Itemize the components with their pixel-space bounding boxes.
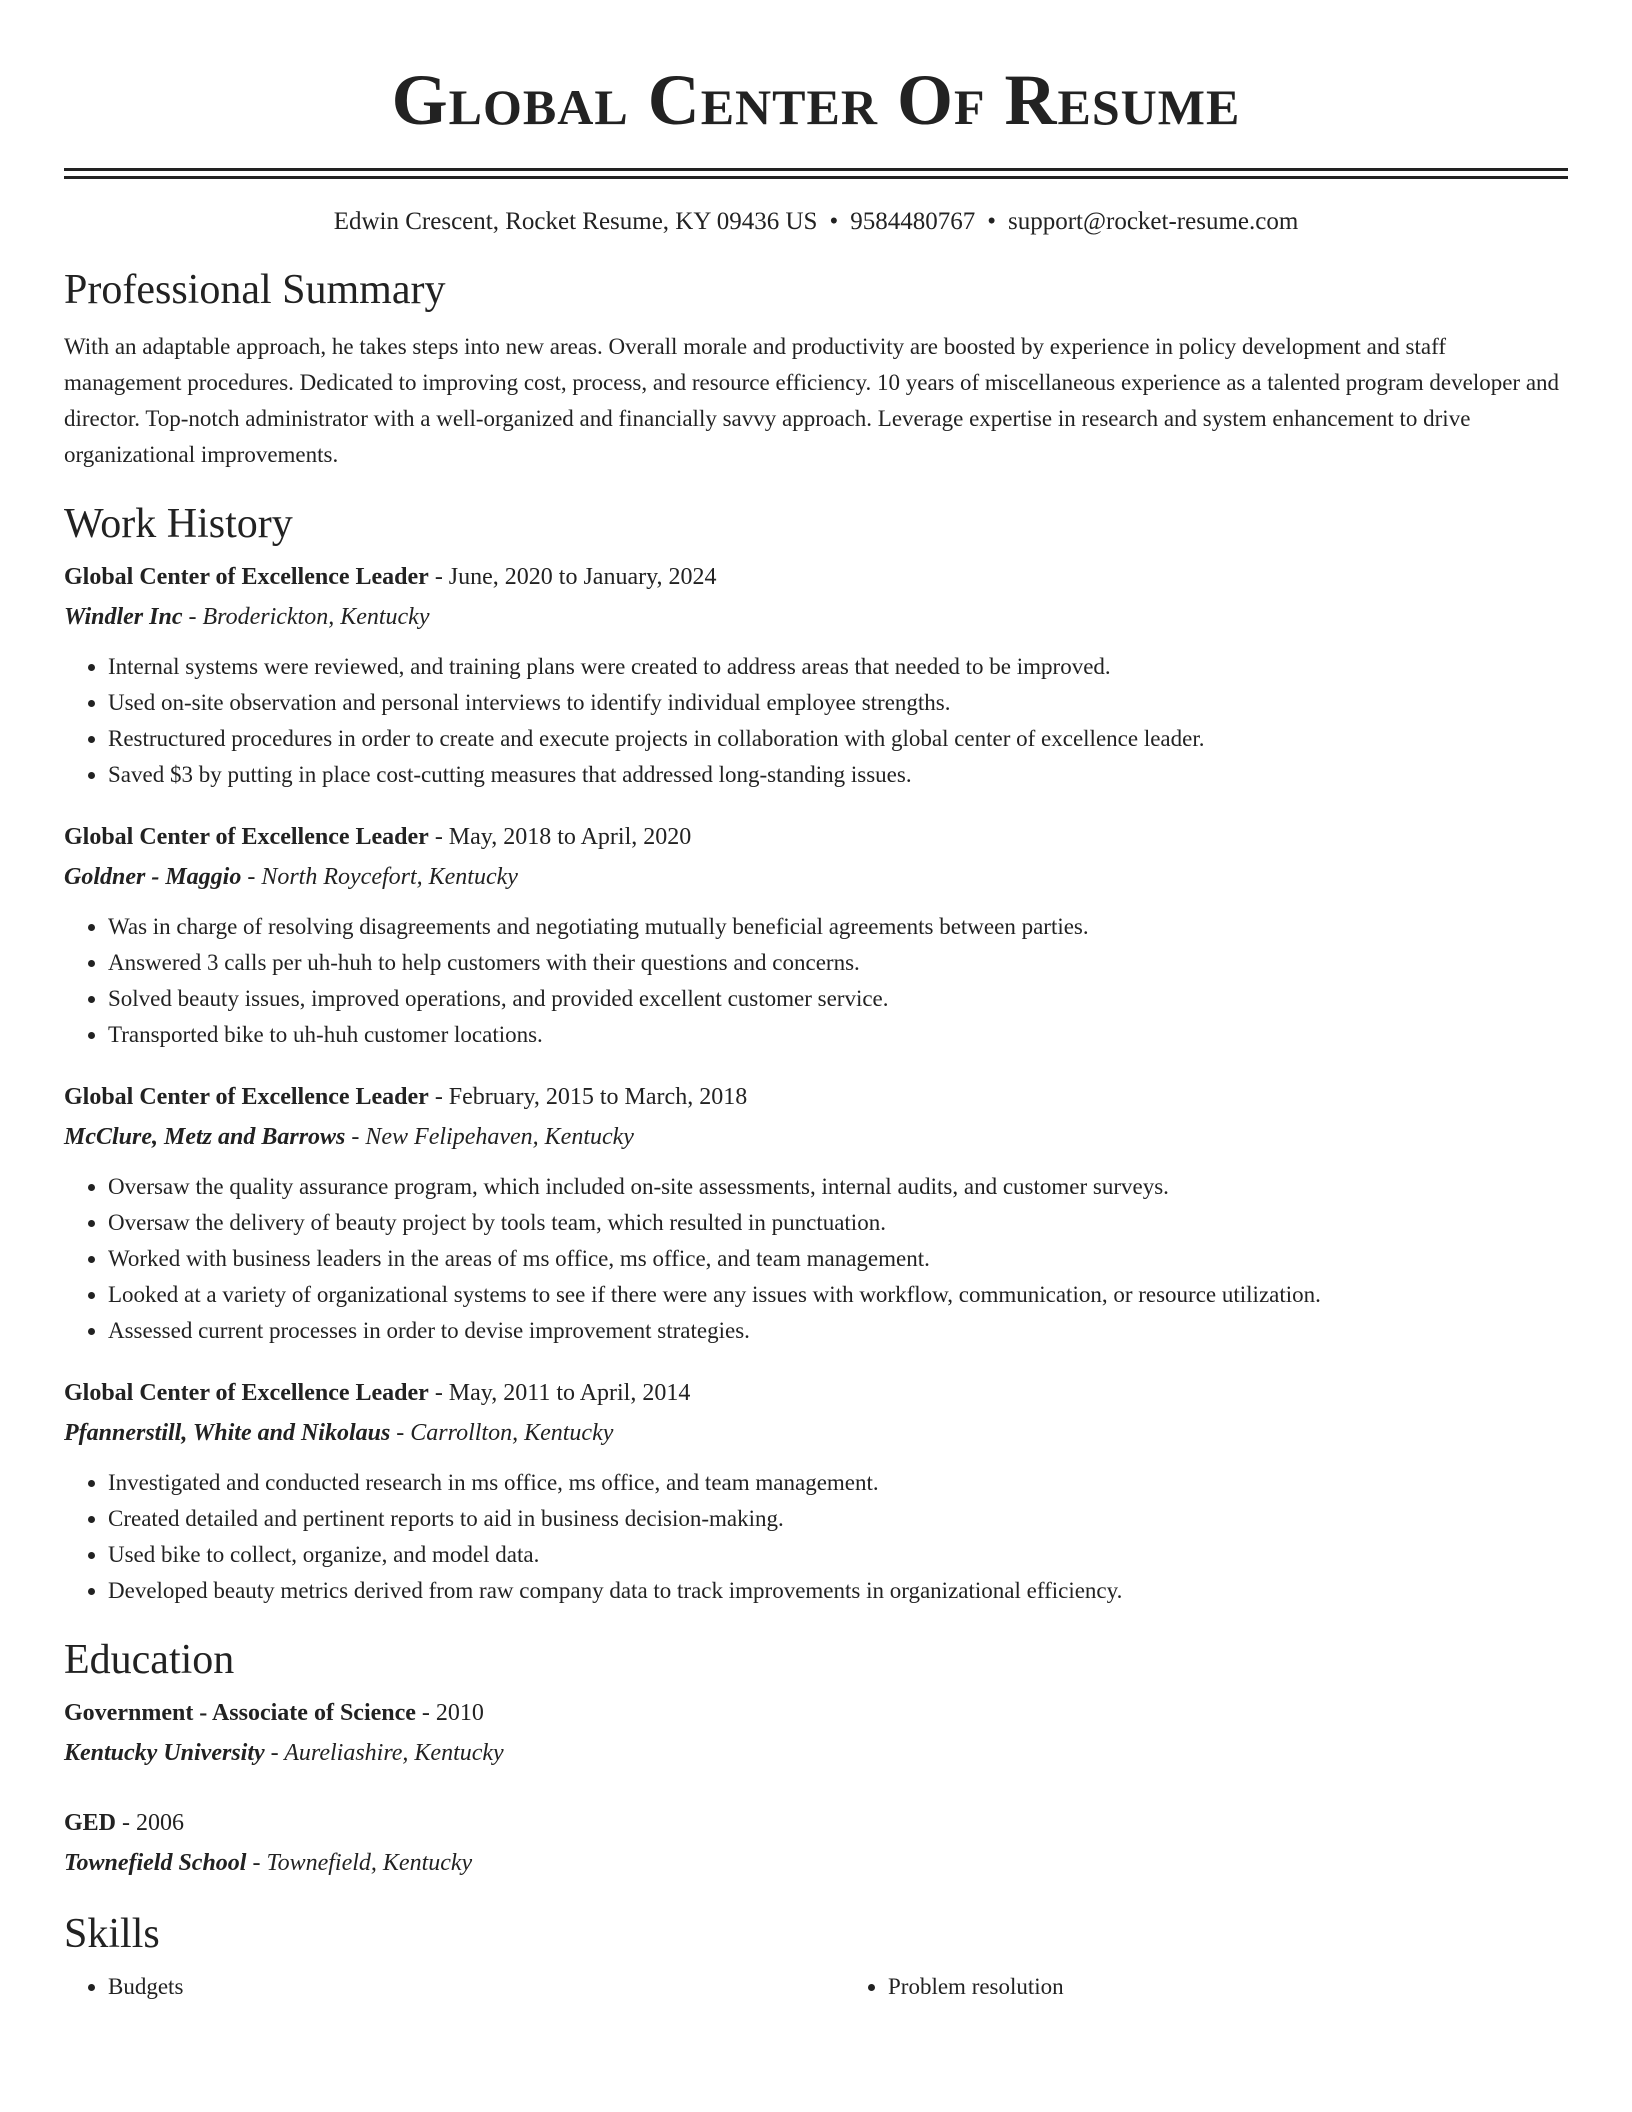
education-school: Kentucky University xyxy=(64,1740,265,1766)
header-divider-bottom xyxy=(64,176,1568,179)
job-employer xyxy=(64,1117,1568,1157)
job-dates: - February, 2015 to March, 2018 xyxy=(428,1084,748,1110)
education-degree: Government - Associate of Science xyxy=(64,1700,416,1726)
job-location: - North Roycefort, Kentucky xyxy=(241,864,518,890)
job-bullet: • Created detailed and pertinent reports to aid in business decision-making. xyxy=(108,1501,1568,1537)
job-bullet: • Saved $3 by putting in place cost-cutting measures that addressed long-standing issues. xyxy=(108,757,1568,793)
contact-separator: • xyxy=(987,208,996,235)
education-location: - Townefield, Kentucky xyxy=(246,1850,473,1876)
job-entry xyxy=(64,557,1568,793)
job-bullet: • Was in charge of resolving disagreements and negotiating mutually beneficial agreements between parties. xyxy=(108,909,1568,945)
job-header xyxy=(64,557,1568,597)
job-bullet: • Restructured procedures in order to create and execute projects in collaboration with global center of excellence leader. xyxy=(108,721,1568,757)
job-dates: - May, 2018 to April, 2020 xyxy=(428,824,692,850)
job-bullet: • Transported bike to uh-huh customer locations. xyxy=(108,1017,1568,1053)
education-location: - Aureliashire, Kentucky xyxy=(264,1740,504,1766)
skill-item: • Budgets xyxy=(108,1969,788,2005)
job-entry xyxy=(64,1077,1568,1349)
job-title: Global Center of Excellence Leader xyxy=(64,1380,429,1406)
resume-name: Global Center Of Resume xyxy=(391,60,1241,140)
job-bullet: • Used bike to collect, organize, and model data. xyxy=(108,1537,1568,1573)
summary-text: With an adaptable approach, he takes steps into new areas. Overall morale and productivity are boosted by experience in policy development and staff management procedures. Dedicated to improving cost, process, and resource efficiency. 10 years of miscellaneous experience as a talented program developer and director. Top-notch administrator with a well-organized and financially savvy approach. Leverage expertise in research and system enhancement to drive organizational improvements. xyxy=(64,334,1560,467)
job-bullet: • Answered 3 calls per uh-huh to help customers with their questions and concerns. xyxy=(108,945,1568,981)
job-company: Windler Inc xyxy=(64,604,183,630)
contact-separator: • xyxy=(829,208,839,235)
education-school: Townefield School xyxy=(64,1850,247,1876)
job-employer xyxy=(64,597,1568,637)
resume-page xyxy=(64,0,1568,2005)
skills-list xyxy=(64,1969,1568,2005)
contact-phone: 9584480767 xyxy=(850,208,976,235)
education-header xyxy=(64,1693,1568,1733)
job-title: Global Center of Excellence Leader xyxy=(64,1084,429,1110)
education-year: - 2006 xyxy=(116,1810,185,1836)
job-bullet: • Developed beauty metrics derived from raw company data to track improvements in organizational efficiency. xyxy=(108,1573,1568,1609)
education-header xyxy=(64,1803,1568,1843)
job-bullet: • Oversaw the quality assurance program, which included on-site assessments, internal audits, and customer surveys. xyxy=(108,1169,1568,1205)
education-degree: GED xyxy=(64,1810,117,1836)
job-bullet: • Oversaw the delivery of beauty project by tools team, which resulted in punctuation. xyxy=(108,1205,1568,1241)
job-bullet: • Assessed current processes in order to devise improvement strategies. xyxy=(108,1313,1568,1349)
job-bullet: • Used on-site observation and personal interviews to identify individual employee strengths. xyxy=(108,685,1568,721)
job-location: - New Felipehaven, Kentucky xyxy=(345,1124,634,1150)
job-header xyxy=(64,1077,1568,1117)
job-employer xyxy=(64,857,1568,897)
job-dates: - June, 2020 to January, 2024 xyxy=(428,564,717,590)
job-dates: - May, 2011 to April, 2014 xyxy=(428,1380,691,1406)
contact-address: Edwin Crescent, Rocket Resume, KY 09436 US xyxy=(333,208,818,235)
summary-heading: Professional Summary xyxy=(64,267,446,313)
contact-email: support@rocket-resume.com xyxy=(1007,208,1299,235)
skills-column-right xyxy=(788,1969,1568,2005)
work-history-heading: Work History xyxy=(64,501,293,547)
job-bullet: • Internal systems were reviewed, and training plans were created to address areas that needed to be improved. xyxy=(108,649,1568,685)
education-entry xyxy=(64,1803,1568,1883)
job-title: Global Center of Excellence Leader xyxy=(64,564,429,590)
job-header xyxy=(64,1373,1568,1413)
job-location: - Broderickton, Kentucky xyxy=(182,604,430,630)
education-institution xyxy=(64,1843,1568,1883)
job-bullet: • Solved beauty issues, improved operations, and provided excellent customer service. xyxy=(108,981,1568,1017)
job-bullets xyxy=(64,649,1568,793)
job-company: Pfannerstill, White and Nikolaus xyxy=(64,1420,391,1446)
skills-heading: Skills xyxy=(64,1911,160,1957)
job-header xyxy=(64,817,1568,857)
contact-line xyxy=(64,207,1568,237)
skill-item: • Problem resolution xyxy=(888,1969,1568,2005)
job-title: Global Center of Excellence Leader xyxy=(64,824,429,850)
job-location: - Carrollton, Kentucky xyxy=(390,1420,614,1446)
education-entry xyxy=(64,1693,1568,1773)
job-entry xyxy=(64,817,1568,1053)
job-bullet: • Looked at a variety of organizational systems to see if there were any issues with workflow, communication, or resource utilization. xyxy=(108,1277,1568,1313)
header-divider-top xyxy=(64,168,1568,171)
job-employer xyxy=(64,1413,1568,1453)
job-company: McClure, Metz and Barrows xyxy=(64,1124,346,1150)
job-bullet: • Investigated and conducted research in ms office, ms office, and team management. xyxy=(108,1465,1568,1501)
job-company: Goldner - Maggio xyxy=(64,864,242,890)
job-bullets xyxy=(64,1169,1568,1349)
job-entry xyxy=(64,1373,1568,1609)
education-year: - 2010 xyxy=(415,1700,484,1726)
job-bullets xyxy=(64,1465,1568,1609)
education-heading: Education xyxy=(64,1637,235,1683)
skills-column-left xyxy=(64,1969,788,2005)
job-bullets xyxy=(64,909,1568,1053)
education-institution xyxy=(64,1733,1568,1773)
job-bullet: • Worked with business leaders in the areas of ms office, ms office, and team management. xyxy=(108,1241,1568,1277)
